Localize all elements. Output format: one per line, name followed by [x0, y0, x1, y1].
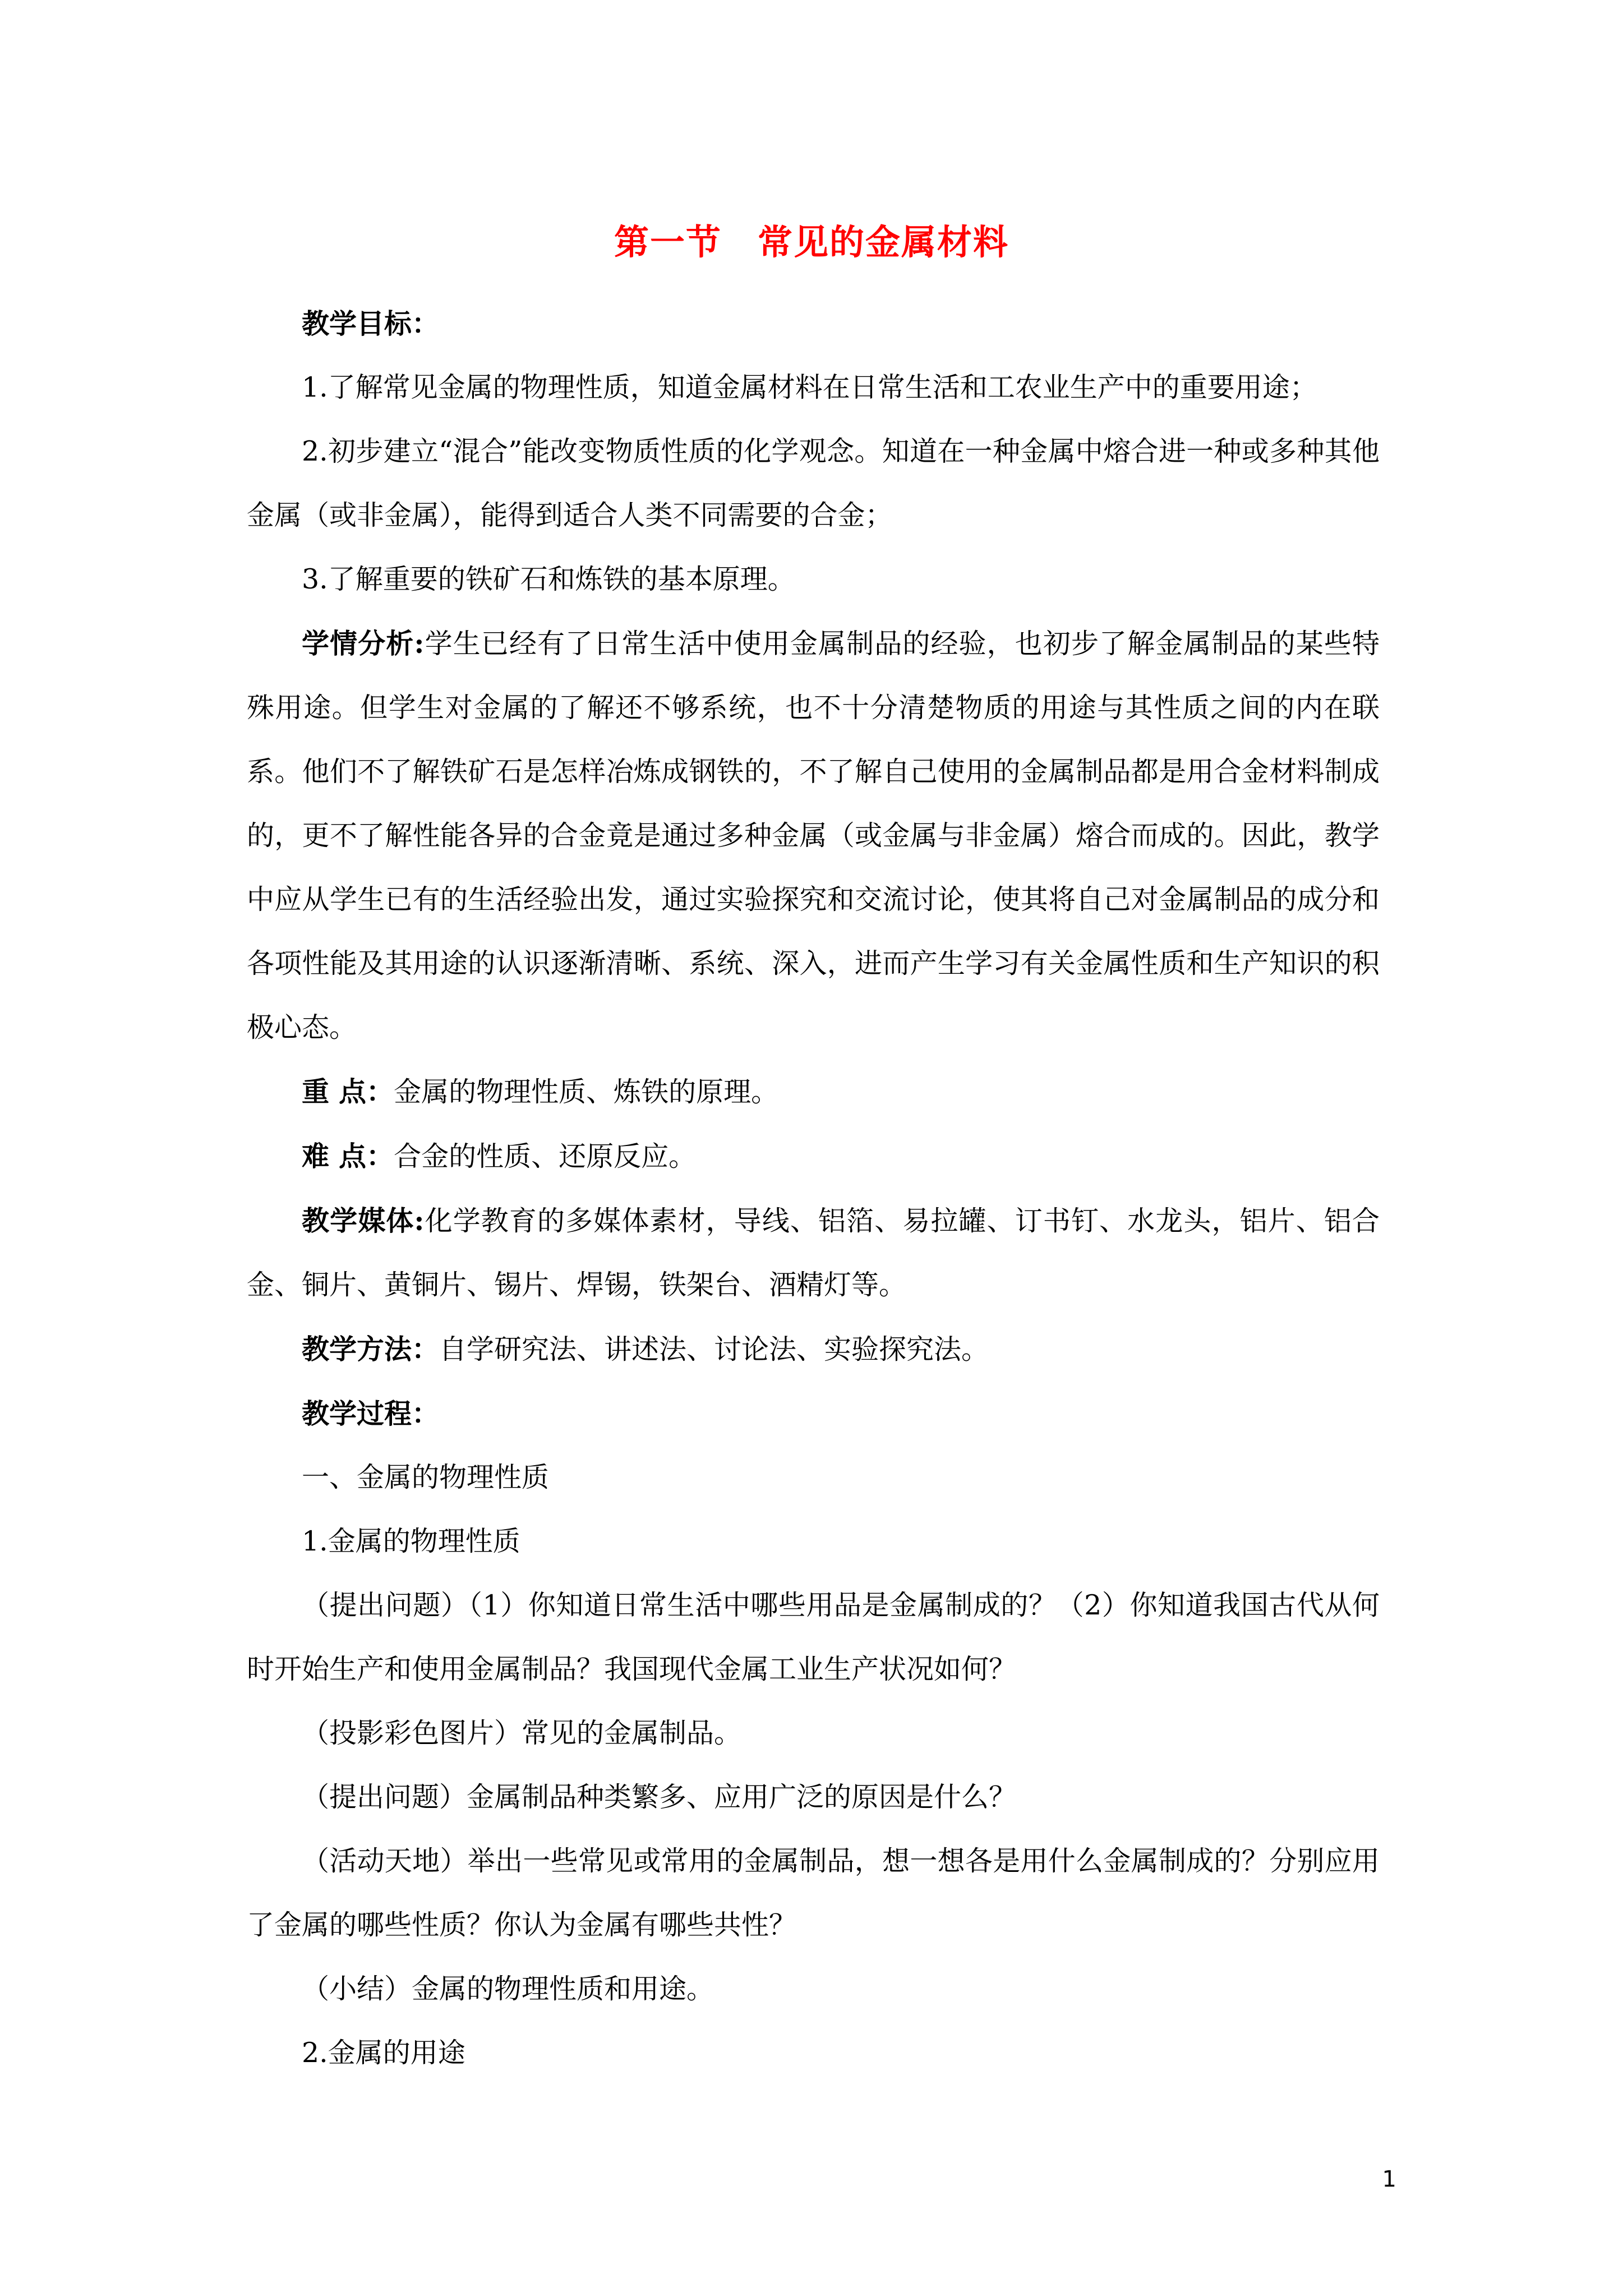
objectives-heading: 教学目标： [302, 307, 440, 340]
part-1-heading: 一、金属的物理性质 [302, 1461, 550, 1493]
objective-2: 2.初步建立“混合”能改变物质性质的化学观念。知道在一种金属中熔合进一种或多种其他金属（或非金属），能得到适合人类不同需要的合金； [247, 435, 1380, 531]
analysis-label: 学情分析: [302, 627, 425, 660]
analysis-text: 学生已经有了日常生活中使用金属制品的经验，也初步了解金属制品的某些特殊用途。但学生对金属的了解还不够系统，也不十分清楚物质的用途与其性质之间的内在联系。他们不了解铁矿石是怎样冶炼成钢铁的，不了解自己使用的金属制品都是用合金材料制成的，更不了解性能各异的合金竟是通过多种金属（或金属与非金属）熔合而成的。因此，教学中应从学生已有的生活经验出发，通过实验探究和交流讨论，使其将自己对金属制品的成分和各项性能及其用途的认识逐渐清晰、系统、深入，进而产生学习有关金属性质和生产知识的积极心态。 [247, 628, 1380, 1043]
objective-3: 3.了解重要的铁矿石和炼铁的基本原理。 [302, 563, 795, 595]
analysis-paragraph [247, 611, 1380, 1060]
summary-note: （小结）金属的物理性质和用途。 [302, 1973, 714, 2005]
item-1-heading: 1.金属的物理性质 [302, 1525, 520, 1557]
methods-label: 教学方法： [302, 1333, 440, 1365]
difficulty-paragraph [247, 1124, 1380, 1189]
methods-text: 自学研究法、讲述法、讨论法、实验探究法。 [439, 1333, 989, 1365]
process-heading: 教学过程： [302, 1397, 440, 1430]
projection-note: （投影彩色图片）常见的金属制品。 [302, 1717, 742, 1749]
media-paragraph [247, 1189, 1380, 1317]
difficulty-label: 难 点： [302, 1140, 394, 1172]
difficulty-text: 合金的性质、还原反应。 [394, 1140, 697, 1172]
question-1: （提出问题）（1）你知道日常生活中哪些用品是金属制成的？（2）你知道我国古代从何时开始生产和使用金属制品？我国现代金属工业生产状况如何？ [247, 1589, 1380, 1685]
methods-paragraph [247, 1317, 1380, 1382]
objective-1: 1.了解常见金属的物理性质，知道金属材料在日常生活和工农业生产中的重要用途； [302, 371, 1317, 403]
page-title: 第一节 常见的金属材料 [614, 222, 1009, 263]
key-points-paragraph [247, 1060, 1380, 1124]
media-text: 化学教育的多媒体素材，导线、铝箔、易拉罐、订书钉、水龙头，铝片、铝合金、铜片、黄铜片、锡片、焊锡，铁架台、酒精灯等。 [247, 1205, 1380, 1301]
key-points-text: 金属的物理性质、炼铁的原理。 [394, 1076, 779, 1108]
document-body [247, 292, 1380, 2085]
item-2-heading: 2.金属的用途 [302, 2037, 465, 2069]
media-label: 教学媒体: [302, 1204, 425, 1237]
key-points-label: 重 点： [302, 1075, 394, 1108]
activity-note: （活动天地）举出一些常见或常用的金属制品，想一想各是用什么金属制成的？分别应用了金属的哪些性质？你认为金属有哪些共性？ [247, 1845, 1380, 1941]
question-2: （提出问题）金属制品种类繁多、应用广泛的原因是什么？ [302, 1781, 1017, 1813]
page-number: 1 [1382, 2166, 1396, 2192]
